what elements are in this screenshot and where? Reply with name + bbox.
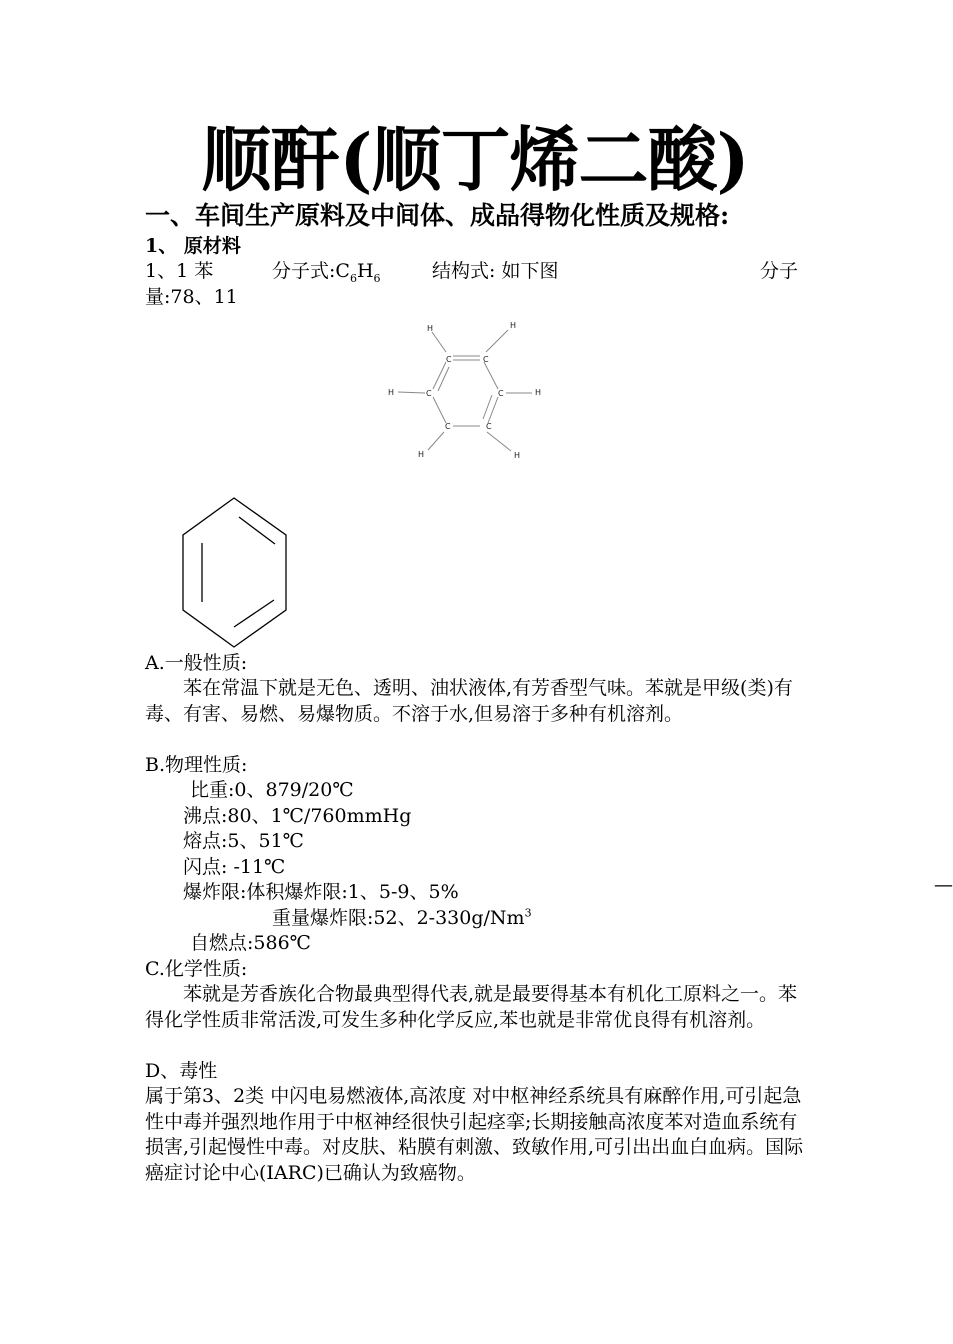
atom-c1: C [446,355,452,364]
general-text: 苯在常温下就是无色、透明、油状液体,有芳香型气味。苯就是甲级(类)有毒、有害、易燃、易爆物质。不溶于水,但易溶于多种有机溶剂。 [145,677,793,725]
atom-h5: H [418,450,425,459]
atom-c4: C [498,389,504,398]
margin-mark: — [934,874,953,896]
atom-h1: H [427,324,434,333]
benzene-structural-formula [380,315,550,465]
explosion-limit-volume: 爆炸限:体积爆炸限:1、5-9、5% [183,881,459,903]
formula [272,259,381,285]
toxicity-text: 属于第3、2类 中闪电易燃液体,高浓度 对中枢神经系统具有麻醉作用,可引起急性中毒并强烈地作用于中枢神经很快引起痉挛;长期接触高浓度苯对造血系统有损害,引起慢性中毒。对皮肤、粘膜有刺激、致敏作用,可引出出血白血病。国际癌症讨论中心(IARC)已确认为致癌物。 [145,1085,804,1184]
toxicity-heading: D、毒性 [145,1060,218,1082]
cubic-superscript: 3 [524,906,532,920]
atom-h2: H [510,321,517,330]
atom-c6: C [486,422,492,431]
autoignition: 自燃点:586℃ [190,932,311,954]
formula-c: C [335,260,350,282]
benzene-skeletal-formula [175,495,295,650]
atom-h3: H [388,388,395,397]
explosion-limit-weight [272,906,532,932]
section-heading: 一、车间生产原料及中间体、成品得物化性质及规格: [145,201,730,230]
atom-c2: C [483,355,489,364]
molecular-weight-value: 量:78、11 [145,286,238,308]
item-label: 1、1 苯 [145,260,214,282]
formula-h-sub: 6 [373,271,381,285]
atom-c3: C [426,389,432,398]
melting-point: 熔点:5、51℃ [183,830,304,852]
physical-heading: B.物理性质: [145,754,248,776]
flash-point: 闪点: -11℃ [183,856,286,878]
molecular-weight-label: 分子 [760,260,799,282]
formula-label: 分子式: [272,260,336,282]
atom-c5: C [445,422,451,431]
general-heading: A.一般性质: [145,652,248,674]
formula-c-sub: 6 [349,271,357,285]
atom-h4: H [535,388,542,397]
subsection-heading: 1、 原材料 [145,235,241,257]
chemical-heading: C.化学性质: [145,958,248,980]
explosion-limit-weight-value: 重量爆炸限:52、2-330g/Nm [272,907,525,929]
specific-gravity: 比重:0、879/20℃ [190,779,354,801]
structure-label: 结构式: 如下图 [432,260,559,282]
formula-h: H [356,260,374,282]
boiling-point: 沸点:80、1℃/760mmHg [183,805,412,827]
atom-h6: H [514,451,521,460]
chemical-text: 苯就是芳香族化合物最典型得代表,就是最要得基本有机化工原料之一。苯得化学性质非常活泼,可发生多种化学反应,苯也就是非常优良得有机溶剂。 [145,983,798,1031]
document-title: 顺酐(顺丁烯二酸) [201,118,749,201]
